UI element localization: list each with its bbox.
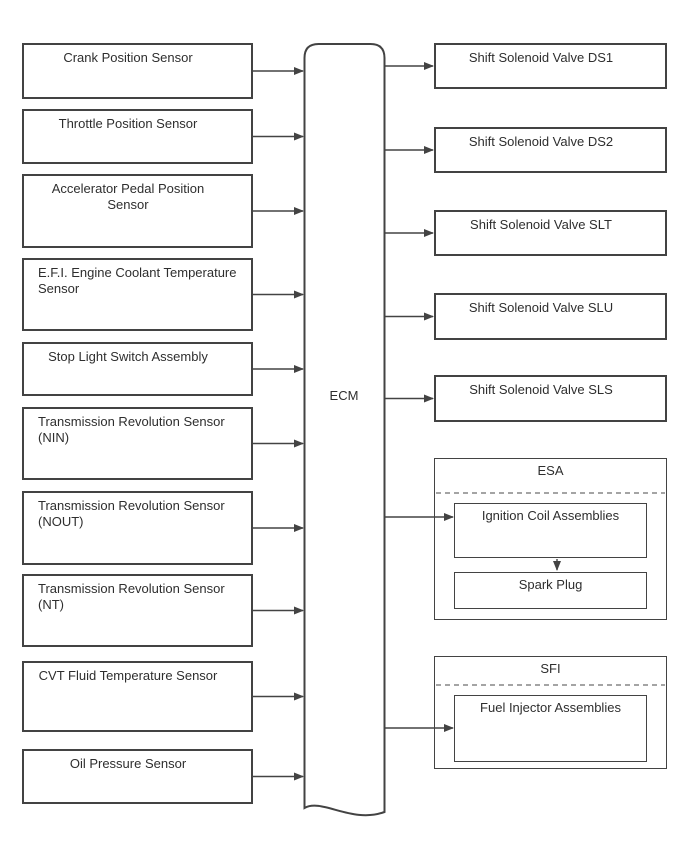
output-box-shift-solenoid-valve-ds2 [434, 127, 667, 173]
input-box-throttle-position-sensor [22, 109, 253, 164]
inner-label: Ignition Coil Assemblies [481, 508, 620, 523]
output-box-shift-solenoid-valve-sls [434, 375, 667, 422]
input-label: Transmission Revolution Sensor (NIN) [38, 414, 225, 445]
input-label: Throttle Position Sensor [58, 116, 198, 131]
input-label: Oil Pressure Sensor [69, 756, 187, 771]
input-label: Accelerator Pedal Position Sensor [51, 181, 205, 212]
input-box-accelerator-pedal-position-sensor [22, 174, 253, 248]
input-label: Stop Light Switch Assembly [48, 349, 208, 364]
sfi-group-title: SFI [540, 661, 561, 676]
ignition-coil-assemblies-box [454, 503, 647, 558]
output-box-shift-solenoid-valve-slu [434, 293, 667, 340]
inner-label: Fuel Injector Assemblies [480, 700, 621, 715]
input-label: Crank Position Sensor [63, 50, 193, 65]
input-box-crank-position-sensor [22, 43, 253, 99]
input-label: E.F.I. Engine Coolant Temperature Sensor [38, 265, 237, 296]
input-label: Transmission Revolution Sensor (NOUT) [38, 498, 225, 529]
ecm-label: ECM [329, 388, 359, 403]
fuel-injector-assemblies-box [454, 695, 647, 762]
input-box-transmission-revolution-sensor-nt [22, 574, 253, 647]
input-box-oil-pressure-sensor [22, 749, 253, 804]
output-label: Shift Solenoid Valve DS2 [468, 134, 614, 149]
input-box-efi-engine-coolant-temperature-sensor [22, 258, 253, 331]
ecm-shape [305, 44, 385, 815]
input-label: Transmission Revolution Sensor (NT) [38, 581, 225, 612]
input-box-cvt-fluid-temperature-sensor [22, 661, 253, 732]
output-label: Shift Solenoid Valve DS1 [468, 50, 614, 65]
spark-plug-box [454, 572, 647, 609]
output-label: Shift Solenoid Valve SLU [468, 300, 614, 315]
esa-group-title: ESA [537, 463, 564, 478]
output-box-shift-solenoid-valve-slt [434, 210, 667, 256]
output-label: Shift Solenoid Valve SLS [469, 382, 613, 397]
input-label: CVT Fluid Temperature Sensor [38, 668, 218, 683]
inner-label: Spark Plug [518, 577, 583, 592]
input-box-stop-light-switch-assembly [22, 342, 253, 396]
input-box-transmission-revolution-sensor-nin [22, 407, 253, 480]
output-label: Shift Solenoid Valve SLT [470, 217, 612, 232]
output-box-shift-solenoid-valve-ds1 [434, 43, 667, 89]
input-box-transmission-revolution-sensor-nout [22, 491, 253, 565]
